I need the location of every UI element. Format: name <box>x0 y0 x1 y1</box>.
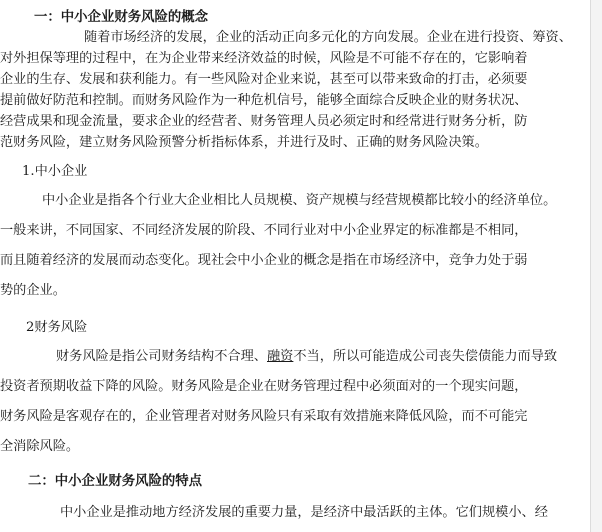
paragraph-line: 而且随着经济的发展而动态变化。现社会中小企业的概念是指在市场经济中，竞争力处于弱 <box>0 253 528 268</box>
text-after-link: 不当，所以可能造成公司丧失偿债能力而导致 <box>293 349 558 364</box>
paragraph-line: 企业的生存、发展和获利能力。有一些风险对企业来说，甚至可以带来致命的打击，必须要 <box>0 72 528 87</box>
section-1-paragraph <box>0 26 590 154</box>
section-heading-2 <box>0 470 590 490</box>
section-2-paragraph <box>0 501 590 523</box>
page-edge-strip <box>590 0 602 532</box>
paragraph-line: 投资者预期收益下降的风险。财务风险是企业在财务管理过程中必须面对的一个现实问题， <box>0 379 528 394</box>
section-heading-1 <box>0 6 590 26</box>
financing-link[interactable]: 融资 <box>267 349 294 364</box>
paragraph-line: 随着市场经济的发展，企业的活动正向多元化的方向发展。企业在进行投资、筹资、 <box>84 30 572 45</box>
paragraph-line-with-link <box>56 345 557 364</box>
paragraph-line: 中小企业是指各个行业大企业相比人员规模、资产规模与经营规模都比较小的经济单位。 <box>42 193 557 208</box>
paragraph-line: 范财务风险，建立财务风险预警分析指标体系，并进行及时、正确的财务风险决策。 <box>0 135 488 150</box>
paragraph-line: 经营成果和现金流量，要求企业的经营者、财务管理人员必须定时和经常进行财务分析，防 <box>0 114 528 129</box>
paragraph-line: 提前做好防范和控制。而财务风险作为一种危机信号，能够全面综合反映企业的财务状况、 <box>0 93 528 108</box>
subsection-1-paragraph <box>0 189 590 309</box>
subsection-2-paragraph <box>0 345 590 463</box>
paragraph-line: 势的企业。 <box>0 283 66 298</box>
subsection-heading-text: 2财务风险 <box>26 320 88 335</box>
paragraph-line: 财务风险是客观存在的，企业管理者对财务风险只有采取有效措施来降低风险，而不可能完 <box>0 409 528 424</box>
paragraph-line: 全消除风险。 <box>0 439 80 454</box>
paragraph-line: 中小企业是推动地方经济发展的重要力量，是经济中最活跃的主体。它们规模小、经 <box>60 505 548 520</box>
paragraph-line: 对外担保等理的过程中，在为企业带来经济效益的时候，风险是不可能不存在的，它影响着 <box>0 51 528 66</box>
section-heading-text: 一：中小企业财务风险的概念 <box>34 9 209 25</box>
subsection-heading-2 <box>0 316 590 336</box>
subsection-heading-1 <box>0 160 590 180</box>
section-heading-text: 二：中小企业财务风险的特点 <box>28 473 203 489</box>
text-before-link: 财务风险是指公司财务结构不合理、 <box>56 349 267 364</box>
subsection-heading-text: 1.中小企业 <box>22 164 88 179</box>
paragraph-line: 一般来讲，不同国家、不同经济发展的阶段、不同行业对中小企业界定的标准都是不相同， <box>0 223 528 238</box>
